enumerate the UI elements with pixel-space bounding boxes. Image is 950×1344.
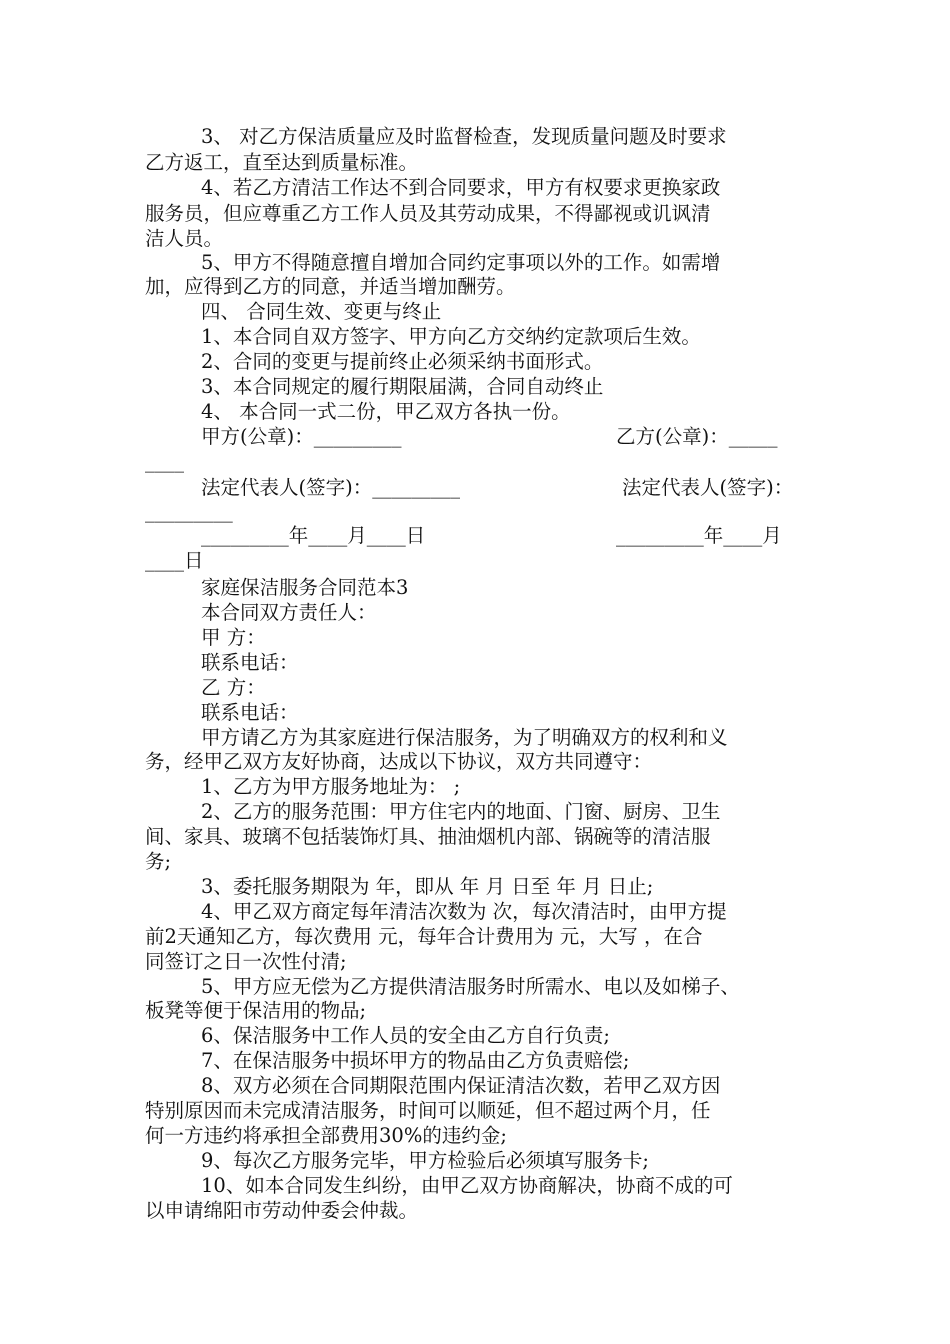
text-line: 务; [145, 850, 172, 873]
text-line: 4、若乙方清洁工作达不到合同要求，甲方有权要求更换家政 [201, 176, 721, 199]
text-line: 联系电话： [201, 651, 299, 674]
text-line: 务，经甲乙双方友好协商，达成以下协议，双方共同遵守： [145, 750, 653, 773]
text-line: 前2天通知乙方，每次费用 元，每年合计费用为 元，大写 ，在合 [145, 925, 703, 948]
party-a-date-line: _________年____月____日 [201, 524, 426, 547]
party-b-seal-line: 乙方(公章)：_____ [616, 425, 778, 448]
text-line: 加，应得到乙方的同意，并适当增加酬劳。 [145, 275, 516, 298]
party-a-seal-line: 甲方(公章)：_________ [201, 425, 402, 448]
text-line: 同签订之日一次性付清; [145, 950, 347, 973]
text-line: 6、保洁服务中工作人员的安全由乙方自行负责; [201, 1024, 610, 1047]
party-b-representative-line: 法定代表人(签字)： [622, 476, 794, 499]
text-line: 4、 本合同一式二份，甲乙双方各执一份。 [201, 400, 571, 423]
text-line: 何一方违约将承担全部费用30%的违约金; [145, 1124, 507, 1147]
text-line: 甲方请乙方为其家庭进行保洁服务，为了明确双方的权利和义 [201, 726, 728, 749]
text-line: 间、家具、玻璃不包括装饰灯具、抽油烟机内部、锅碗等的清洁服 [145, 825, 711, 848]
text-line: 乙方返工，直至达到质量标准。 [145, 151, 419, 174]
party-a-representative-line: 法定代表人(签字)：_________ [201, 476, 460, 499]
party-b-date-line-cont: ____日 [145, 549, 204, 572]
text-line: 2、乙方的服务范围：甲方住宅内的地面、门窗、厨房、卫生 [201, 800, 721, 823]
text-line: 1、乙方为甲方服务地址为： ; [201, 775, 461, 798]
text-line: 服务员，但应尊重乙方工作人员及其劳动成果，不得鄙视或讥讽清 [145, 202, 711, 225]
text-line: 3、 对乙方保洁质量应及时监督检查，发现质量问题及时要求 [201, 125, 727, 148]
text-line: 乙 方： [201, 676, 266, 699]
text-line: 2、合同的变更与提前终止必须采纳书面形式。 [201, 350, 604, 373]
text-line: 5、甲方应无偿为乙方提供清洁服务时所需水、电以及如梯子、 [201, 975, 740, 998]
text-line: 洁人员。 [145, 227, 224, 250]
text-line: 7、在保洁服务中损坏甲方的物品由乙方负责赔偿; [201, 1049, 630, 1072]
text-line: 联系电话： [201, 701, 299, 724]
text-line: 板凳等便于保洁用的物品; [145, 999, 367, 1022]
party-b-seal-line-cont: ____ [145, 450, 184, 473]
text-line: 4、甲乙双方商定每年清洁次数为 次，每次清洁时，由甲方提 [201, 900, 727, 923]
party-b-date-line: _________年____月 [616, 524, 782, 547]
text-line: 8、双方必须在合同期限范围内保证清洁次数，若甲乙双方因 [201, 1074, 721, 1097]
text-line: 特别原因而未完成清洁服务，时间可以顺延，但不超过两个月，任 [145, 1099, 711, 1122]
text-line: 5、甲方不得随意擅自增加合同约定事项以外的工作。如需增 [201, 251, 721, 274]
contract-title: 家庭保洁服务合同范本3 [201, 576, 409, 599]
text-line: 以申请绵阳市劳动仲委会仲裁。 [145, 1199, 419, 1222]
text-line: 本合同双方责任人： [201, 601, 377, 624]
text-line: 10、如本合同发生纠纷，由甲乙双方协商解决，协商不成的可 [201, 1174, 733, 1197]
text-line: 甲 方： [201, 626, 266, 649]
section-heading: 四、 合同生效、变更与终止 [201, 300, 442, 323]
party-b-representative-line-cont: _________ [145, 500, 233, 523]
text-line: 9、每次乙方服务完毕，甲方检验后必须填写服务卡; [201, 1149, 649, 1172]
text-line: 3、委托服务期限为 年，即从 年 月 日至 年 月 日止; [201, 875, 654, 898]
text-line: 1、本合同自双方签字、甲方向乙方交纳约定款项后生效。 [201, 325, 701, 348]
text-line: 3、本合同规定的履行期限届满，合同自动终止 [201, 375, 604, 398]
